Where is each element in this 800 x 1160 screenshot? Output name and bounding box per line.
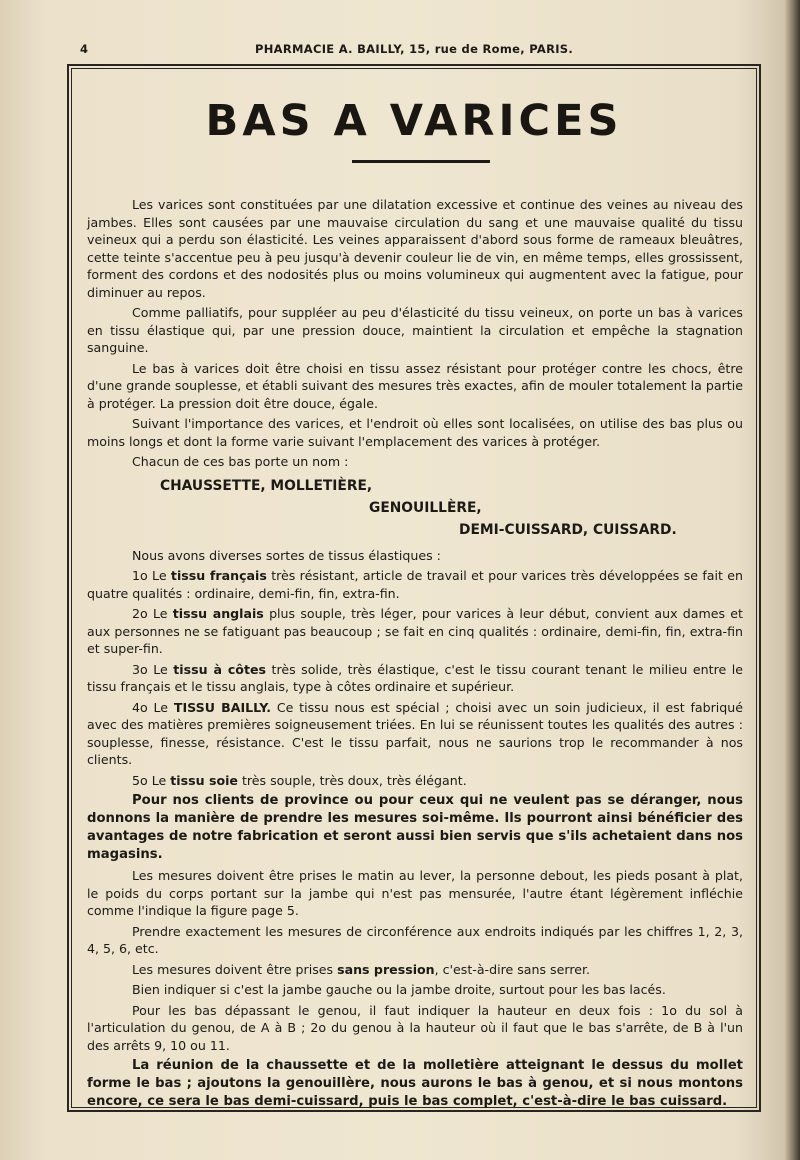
fabric-item-4-prefix: 4o Le bbox=[132, 699, 174, 715]
paragraph-height: Pour les bas dépassant le genou, il faut indiquer la hauteur en deux fois : 1o du sol à l'articulation du genou, de A à B ; 2o du genou à la hauteur où il faut que le bas s'arrête, de B à l'un des arrêts 9, 10 ou 11. bbox=[87, 1002, 743, 1053]
paragraph-choice: Le bas à varices doit être choisi en tissu assez résistant pour protéger contre les chocs, être d'une grande souplesse, et établi suivant des mesures très exactes, afin de mouler totalement la partie à protéger. La pression doit être douce, égale. bbox=[87, 360, 743, 411]
page-spine-shadow bbox=[784, 0, 800, 1160]
names-line-1: CHAUSSETTE, MOLLETIÈRE, bbox=[160, 477, 373, 494]
fabric-item-1-prefix: 1o Le bbox=[132, 568, 171, 583]
article-body bbox=[87, 196, 743, 1114]
fabric-item-1 bbox=[87, 567, 743, 602]
fabric-item-2-text: plus souple, très léger, pour varices à leur début, convient aux dames et aux personnes ne se fatiguant pas beaucoup ; se fait en cinq qualités : ordinaire, demi-fin, fin, extra-fin et super-fin. bbox=[87, 606, 743, 656]
fabric-item-3 bbox=[87, 661, 743, 696]
fabric-item-2-name: tissu anglais bbox=[172, 606, 264, 621]
no-pressure-text-a: Les mesures doivent être prises bbox=[132, 961, 338, 977]
fabric-item-5-prefix: 5o Le bbox=[132, 772, 171, 788]
fabric-item-5-name: tissu soie bbox=[170, 772, 238, 788]
page-number: 4 bbox=[80, 42, 89, 56]
header-title: PHARMACIE A. BAILLY, 15, rue de Rome, PARIS. bbox=[255, 42, 574, 56]
fabric-item-1-name: tissu français bbox=[170, 568, 267, 583]
fabric-item-2-prefix: 2o Le bbox=[132, 606, 173, 621]
names-line-3: DEMI-CUISSARD, CUISSARD. bbox=[459, 521, 677, 538]
fabric-item-4-text: Ce tissu nous est spécial ; choisi avec un soin judicieux, il est fabriqué avec des matières premières soigneusement triées. En lui se réunissent toutes les qualités des autres : souplesse, finesse, résistance. C'est le tissu parfait, nous ne saurions trop le recommander à nos clients. bbox=[87, 699, 743, 767]
paragraph-fabrics-intro: Nous avons diverses sortes de tissus élastiques : bbox=[132, 547, 441, 563]
paragraph-summary: La réunion de la chaussette et de la molletière atteignant le dessus du mollet forme le bas ; ajoutons la genouillère, nous aurons le bas à genou, et si nous montons encore, ce sera le bas demi-cuissard, puis le bas complet, c'est-à-dire le bas cuissard. bbox=[87, 1058, 743, 1109]
heading-rule bbox=[352, 160, 490, 163]
fabric-item-1-text: très résistant, article de travail et pour varices très développées se fait en quatre qualités : ordinaire, demi-fin, fin, extra-fin. bbox=[87, 568, 743, 601]
fabric-item-4 bbox=[87, 699, 743, 769]
fabric-item-2 bbox=[87, 605, 743, 658]
paragraph-measure-points: Prendre exactement les mesures de circonférence aux endroits indiqués par les chiffres 1, 2, 3, 4, 5, 6, etc. bbox=[87, 923, 743, 956]
fabric-item-3-text: très solide, très élastique, c'est le tissu courant tenant le milieu entre le tissu français et le tissu anglais, type à côtes ordinaire et supérieur. bbox=[87, 661, 743, 694]
paragraph-names-intro: Chacun de ces bas porte un nom : bbox=[132, 454, 349, 469]
fabric-item-3-name: tissu à côtes bbox=[173, 661, 266, 677]
no-pressure-emphasis: sans pression bbox=[337, 961, 435, 977]
paragraph-no-pressure bbox=[87, 961, 743, 979]
stocking-names bbox=[87, 475, 743, 541]
paragraph-left-right: Bien indiquer si c'est la jambe gauche ou la jambe droite, surtout pour les bas lacés. bbox=[132, 982, 666, 997]
running-header bbox=[80, 42, 760, 58]
names-line-2: GENOUILLÈRE, bbox=[369, 499, 482, 516]
no-pressure-text-c: , c'est-à-dire sans serrer. bbox=[434, 961, 590, 977]
fabric-item-5-text: très souple, très doux, très élégant. bbox=[237, 772, 467, 788]
paragraph-palliatifs: Comme palliatifs, pour suppléer au peu d'élasticité du tissu veineux, on porte un bas à varices en tissu élastique qui, par une pression douce, maintient la circulation et empêche la stagnation sanguine. bbox=[87, 305, 743, 355]
paragraph-measure-time: Les mesures doivent être prises le matin au lever, la personne debout, les pieds posant à plat, le poids du corps portant sur la jambe qui n'est pas mensurée, l'autre étant légèrement infléchie comme l'indique la figure page 5. bbox=[87, 868, 743, 918]
paragraph-importance: Suivant l'importance des varices, et l'endroit où elles sont localisées, on utilise des bas plus ou moins longs et dont la forme varie suivant l'emplacement des varices à protéger. bbox=[87, 416, 743, 449]
fabric-item-3-prefix: 3o Le bbox=[132, 661, 174, 677]
paragraph-province: Pour nos clients de province ou pour ceux qui ne veulent pas se déranger, nous donnons la manière de prendre les mesures soi-même. Ils pourront ainsi bénéficier des avantages de notre fabrication et seront aussi bien servis que s'ils achetaient dans nos magasins. bbox=[87, 793, 743, 862]
paragraph-intro: Les varices sont constituées par une dilatation excessive et continue des veines au niveau des jambes. Elles sont causées par une mauvaise circulation du sang et une mauvaise qualité du tissu veineux qui a perdu son élasticité. Les veines apparaissent d'abord sous forme de rameaux bleuâtres, cette teinte s'accentue peu à peu jusqu'à devenir couleur lie de vin, en même temps, elles grossissent, forment des cordons et des nodosités plus ou moins volumineux qui augmentent avec la fatigue, pour diminuer au repos. bbox=[87, 197, 743, 300]
fabric-item-4-name: TISSU BAILLY. bbox=[173, 699, 272, 715]
fabric-item-5 bbox=[87, 772, 743, 790]
page-heading: BAS A VARICES bbox=[205, 96, 623, 146]
